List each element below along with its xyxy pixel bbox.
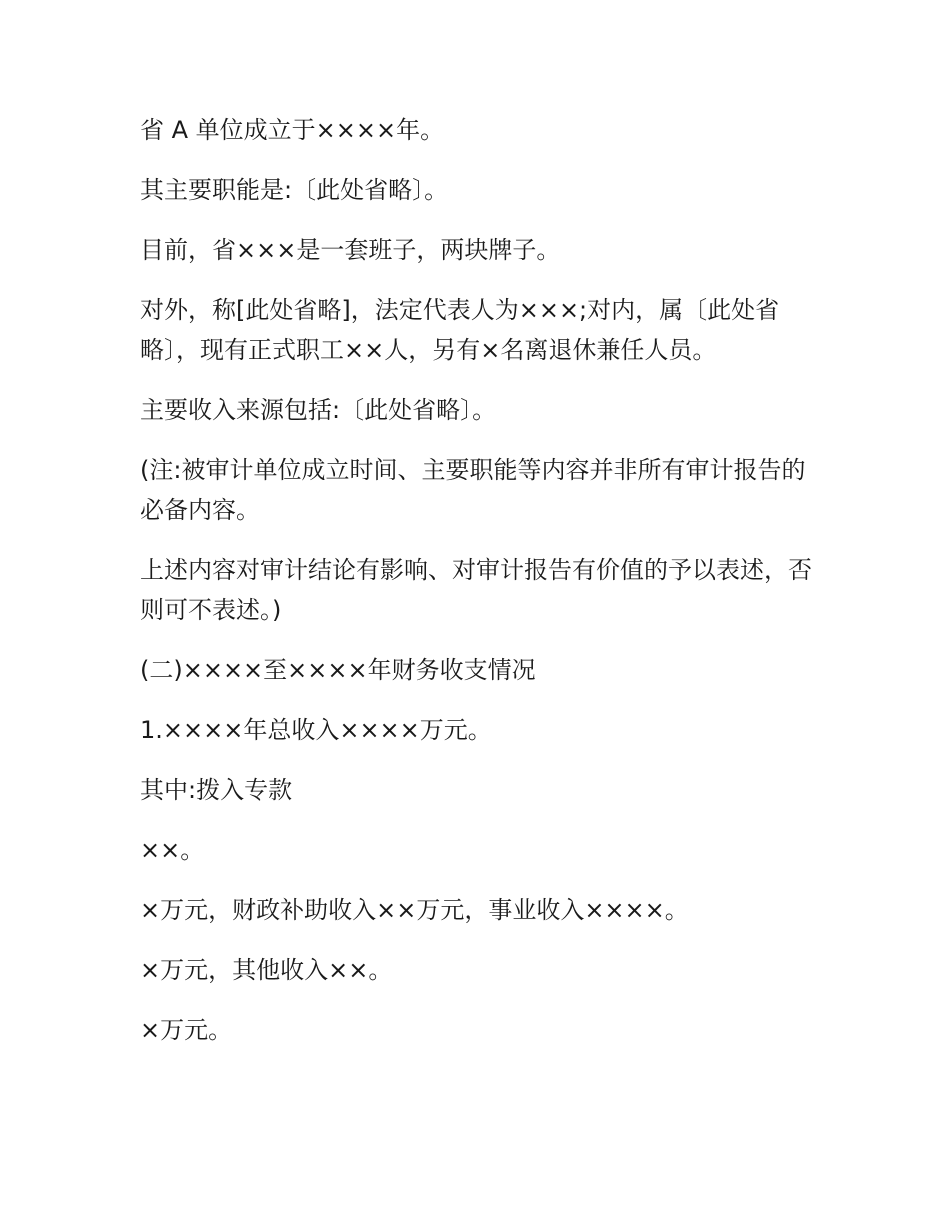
paragraph-other-income: ×万元，其他收入××。 [140, 956, 393, 984]
paragraph-total-income: 1.××××年总收入××××万元。 [140, 716, 492, 744]
paragraph-special-funds: 其中:拨入专款 [140, 776, 293, 804]
document-body [140, 110, 820, 1070]
paragraph-founding: 省 A 单位成立于××××年。 [140, 116, 445, 144]
paragraph-amount-fragment-2: ×万元。 [140, 1016, 233, 1044]
paragraph-income-sources: 主要收入来源包括:〔此处省略〕。 [140, 396, 497, 424]
paragraph-note-end: 上述内容对审计结论有影响、对审计报告有价值的予以表述，否则可不表述。) [140, 556, 812, 624]
paragraph-external-internal: 对外，称[此处省略]，法定代表人为×××;对内，属〔此处省略〕，现有正式职工××人，另有×名离退休兼任人员。 [140, 296, 780, 364]
section-heading-financial: (二)××××至××××年财务收支情况 [140, 656, 536, 684]
paragraph-main-function: 其主要职能是:〔此处省略〕。 [140, 176, 449, 204]
paragraph-note-start: (注:被审计单位成立时间、主要职能等内容并非所有审计报告的必备内容。 [140, 456, 806, 524]
paragraph-amount-fragment-1: ××。 [140, 836, 205, 864]
paragraph-subsidy-income: ×万元，财政补助收入××万元，事业收入××××。 [140, 896, 689, 924]
paragraph-current-structure: 目前，省×××是一套班子，两块牌子。 [140, 236, 561, 264]
